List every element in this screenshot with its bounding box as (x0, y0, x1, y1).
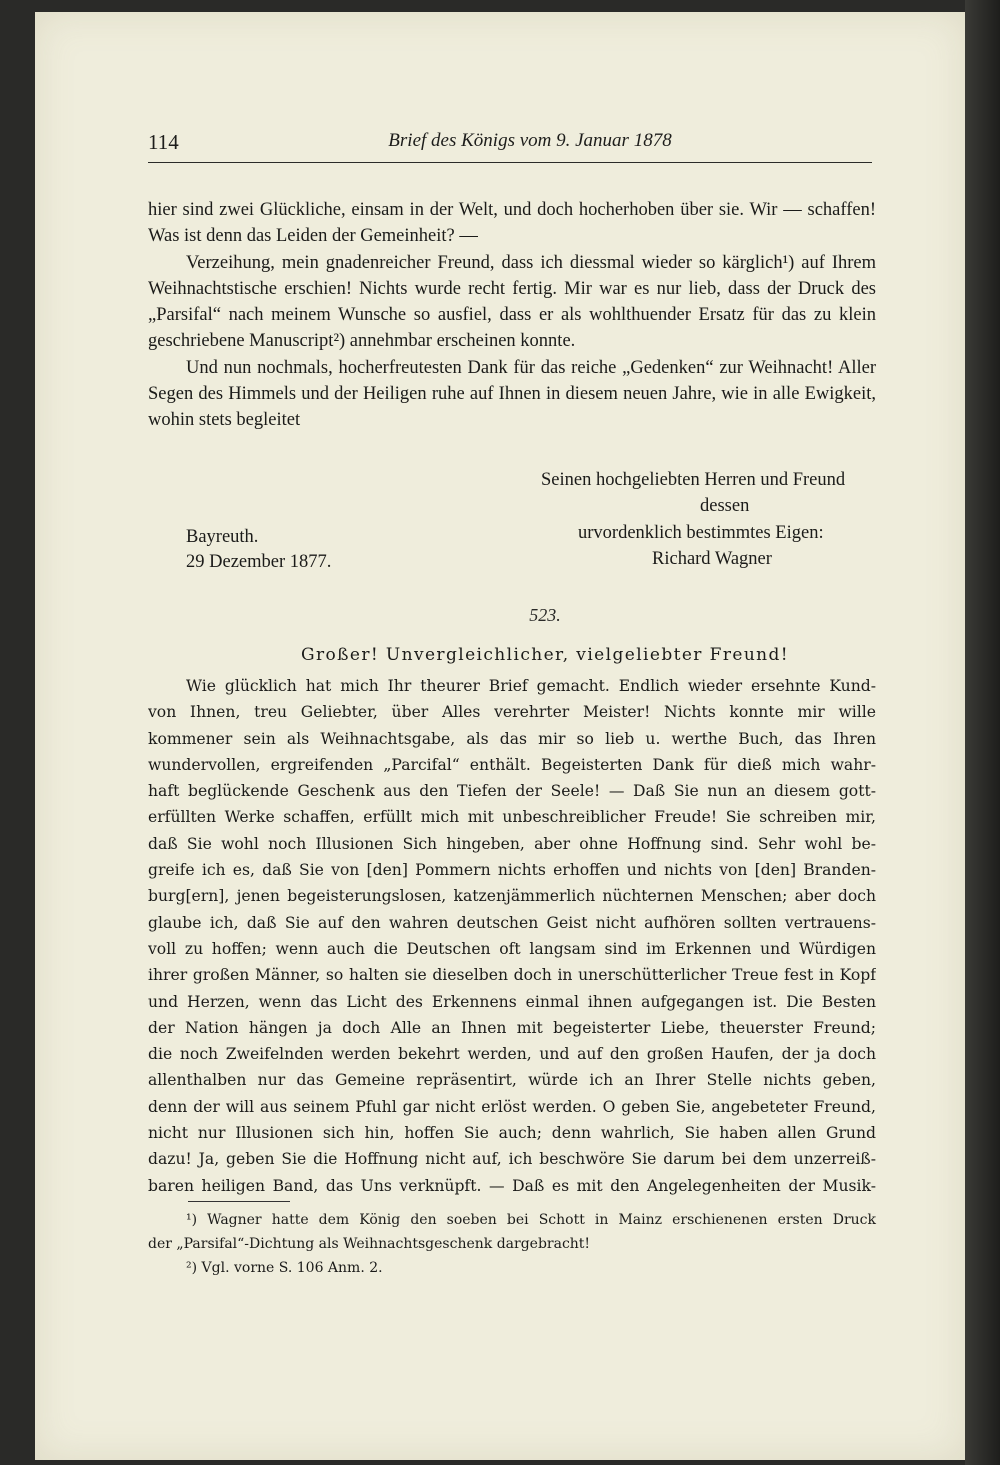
text-line: allenthalben nur das Gemeine repräsentirt, würde ich an Ihrer Stelle nichts geben, (148, 1071, 876, 1090)
text-line: haft beglückende Geschenk aus den Tiefen der Seele! — Daß Sie nun an diesem gott- (148, 782, 876, 801)
text-line: Wie glücklich hat mich Ihr theurer Brief gemacht. Endlich wieder ersehnte Kund- (186, 677, 876, 695)
page-header (148, 120, 872, 163)
date: 29 Dezember 1877. (186, 552, 332, 572)
closing-line-3: urvordenklich bestimmtes Eigen: (578, 523, 824, 543)
paragraph: hier sind zwei Glückliche, einsam in der Welt, und doch hocherhoben über sie. Wir — schaffen! Was ist denn das Leiden der Gemeinheit? — (148, 200, 876, 247)
footnotes (148, 1208, 876, 1280)
text-line: der Nation hängen ja doch Alle an Ihnen mit begeisterter Liebe, theuerster Freund; (148, 1018, 876, 1037)
page-number: 114 (148, 130, 179, 154)
text-line: kommener sein als Weihnachtsgabe, als das mir so lieb u. werthe Buch, das Ihren (148, 729, 876, 748)
text-line: und Herzen, wenn das Licht des Erkennens einmal ihnen aufgegangen ist. Die Besten (148, 992, 876, 1011)
place: Bayreuth. (186, 527, 259, 547)
closing-line-1: Seinen hochgeliebten Herren und Freund (541, 470, 846, 490)
closing-line-2: dessen (700, 496, 750, 516)
signature: Richard Wagner (652, 549, 772, 569)
text-line: dazu! Ja, geben Sie die Hoffnung nicht auf, ich beschwöre Sie darum bei dem unzerreiß- (148, 1150, 876, 1169)
paragraph: Verzeihung, mein gnadenreicher Freund, dass ich diessmal wieder so kärglich¹) auf Ihrem Weihnachtstische erschien! Nichts wurde recht fertig. Mir war es nur lieb, dass der Druck des „Parsifal“ nach meinem Wunsche so ausfiel, dass er als wohlthuender Ersatz für das zu klein geschriebene Manuscript²) annehmbar erscheinen konnte. (148, 252, 876, 352)
footnote-1-line-2: der „Parsifal“-Dichtung als Weihnachtsgeschenk dargebracht! (148, 1236, 591, 1252)
text-line: von Ihnen, treu Geliebter, über Alles verehrter Meister! Nichts konnte mir wille (148, 703, 876, 722)
salutation: Großer! Unvergleichlicher, vielgeliebter Freund! (300, 645, 790, 665)
text-line: nicht nur Illusionen sich hin, hoffen Sie auch; denn wahrlich, Sie haben allen Grund (148, 1124, 876, 1143)
text-line: die noch Zweifelnden werden bekehrt werden, und auf den großen Haufen, der ja doch (148, 1045, 876, 1064)
text-line: greife ich es, daß Sie von [den] Pommern nichts erhoffen und nichts von [den] Branden- (148, 861, 876, 880)
text-line: wundervollen, ergreifenden „Parcifal“ enthält. Begeisterten Dank für dieß mich wahr- (148, 755, 876, 774)
text-line: ihrer großen Männer, so halten sie dieselben doch in unerschütterlicher Treue fest in Kopf (148, 966, 876, 985)
paragraph: Und nun nochmals, hocherfreutesten Dank für das reiche „Gedenken“ zur Weihnacht! Aller Segen des Himmels und der Heiligen ruhe auf Ihnen in diesem neuen Jahre, wie in alle Ewigkeit, wohin stets begleitet (148, 357, 876, 431)
text-line: daß Sie wohl noch Illusionen Sich hingeben, aber ohne Hoffnung sind. Sehr wohl be- (148, 834, 876, 853)
letter-number: 523. (529, 605, 561, 625)
page-edge-shadow (965, 0, 1000, 1465)
text-line: erfüllten Werke schaffen, erfüllt mich mit unbeschreiblicher Freude! Sie schreiben mir, (148, 808, 876, 827)
running-title: Brief des Königs vom 9. Januar 1878 (388, 130, 672, 151)
footnote-rule (188, 1201, 290, 1202)
text-line: burg[ern], jenen begeisterungslosen, katzenjämmerlich nüchternen Menschen; aber doch (148, 887, 876, 906)
footnote-1-line-1: ¹) Wagner hatte dem König den soeben bei Schott in Mainz erschienenen ersten Druck (186, 1212, 876, 1228)
text-line: voll zu hoffen; wenn auch die Deutschen oft langsam sind im Erkennen und Würdigen (148, 939, 876, 958)
letter-523-body (148, 673, 876, 1199)
footnote-2: ²) Vgl. vorne S. 106 Anm. 2. (186, 1260, 383, 1276)
text-line: glaube ich, daß Sie auf den wahren deutschen Geist nicht aufhören sollten vertrauens- (148, 913, 876, 932)
letter-end-body (148, 197, 876, 434)
text-line: baren heiligen Band, das Uns verknüpft. — Daß es mit den Angelegenheiten der Musik- (148, 1176, 876, 1195)
text-line: denn der will aus seinem Pfuhl gar nicht erlöst werden. O geben Sie, angebeteter Freund, (148, 1097, 876, 1116)
